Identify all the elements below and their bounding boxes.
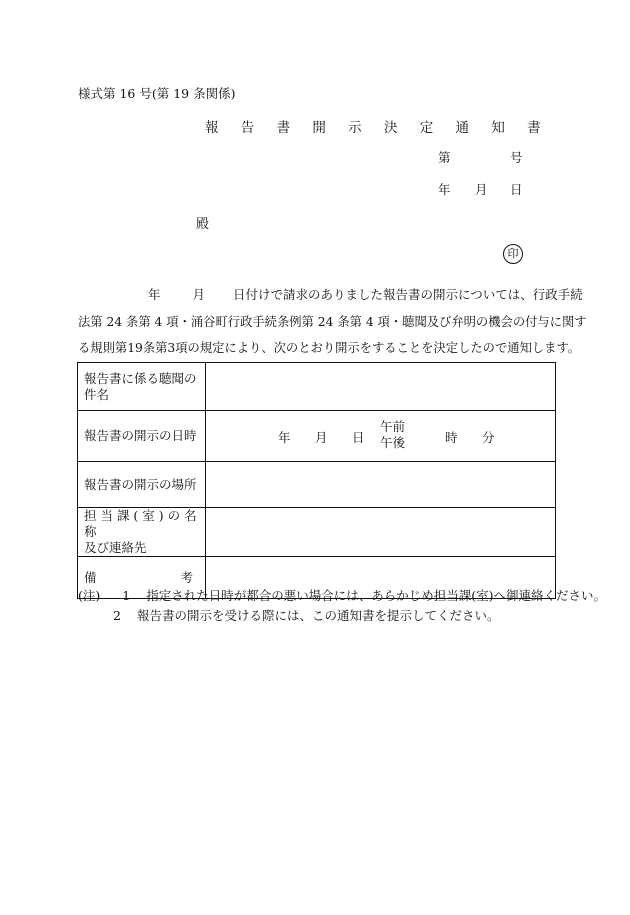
form-number-label: 様式第 16 号(第 19 条関係)	[78, 86, 236, 101]
addressee-honorific: 殿	[196, 217, 210, 232]
am-label: 午前	[380, 419, 406, 434]
contact-label-line-1: 担 当 課 ( 室 ) の 名 称	[84, 508, 197, 539]
date-day-label: 日	[510, 182, 523, 197]
subject-value	[206, 363, 556, 411]
note-2-text: 報告書の開示を受ける際には、この通知書を提示してください。	[136, 608, 500, 623]
number-prefix: 第	[438, 150, 451, 165]
note-2-number: 2	[113, 608, 121, 623]
datetime-month-label: 月	[315, 430, 328, 445]
location-value	[206, 462, 556, 508]
table-row-contact	[78, 508, 556, 557]
body-line-1	[78, 282, 583, 309]
note-prefix: (注)	[78, 588, 101, 603]
note-1-number: 1	[122, 588, 131, 603]
body-year-label: 年	[148, 287, 161, 302]
seal-mark: 印	[503, 244, 523, 264]
datetime-value	[206, 411, 556, 462]
body-line-3: る規則第19条第3項の規定により、次のとおり開示をすることを決定したので通知します。	[78, 341, 581, 355]
datetime-hour-label: 時	[445, 430, 458, 445]
body-line-1-text: 日付けで請求のありました報告書の開示については、行政手続	[232, 287, 583, 302]
subject-label: 報告書に係る聴聞の件名	[78, 363, 206, 411]
table-row-datetime	[78, 411, 556, 462]
disclosure-info-table	[77, 362, 556, 599]
datetime-minute-label: 分	[482, 430, 495, 445]
date-month-label: 月	[475, 182, 488, 197]
body-line-2: 法第 24 条第 4 項・涌谷町行政手続条例第 24 条第 4 項・聴聞及び弁明の機会の付与に関す	[78, 314, 587, 329]
contact-label-line-2: 及び連絡先	[84, 540, 147, 555]
remarks-label-left: 備	[84, 569, 97, 585]
date-year-label: 年	[438, 182, 451, 197]
table-row-location	[78, 462, 556, 508]
body-month-label: 月	[192, 287, 205, 302]
table-row-subject	[78, 363, 556, 411]
note-2	[113, 606, 500, 624]
number-suffix: 号	[510, 150, 523, 165]
datetime-label: 報告書の開示の日時	[78, 411, 206, 462]
datetime-year-label: 年	[278, 430, 291, 445]
contact-label	[78, 508, 206, 557]
notice-body	[78, 282, 587, 362]
location-label: 報告書の開示の場所	[78, 462, 206, 508]
remarks-label-right: 考	[180, 569, 193, 585]
datetime-day-label: 日	[352, 430, 365, 445]
note-1-text: 指定された日時が都合の悪い場合には、あらかじめ担当課(室)へ御連絡ください。	[146, 588, 606, 603]
am-pm-labels	[380, 419, 405, 451]
document-title: 報 告 書 開 示 決 定 通 知 書	[205, 120, 550, 136]
note-1	[78, 586, 606, 604]
contact-value	[206, 508, 556, 557]
pm-label: 午後	[380, 435, 406, 450]
